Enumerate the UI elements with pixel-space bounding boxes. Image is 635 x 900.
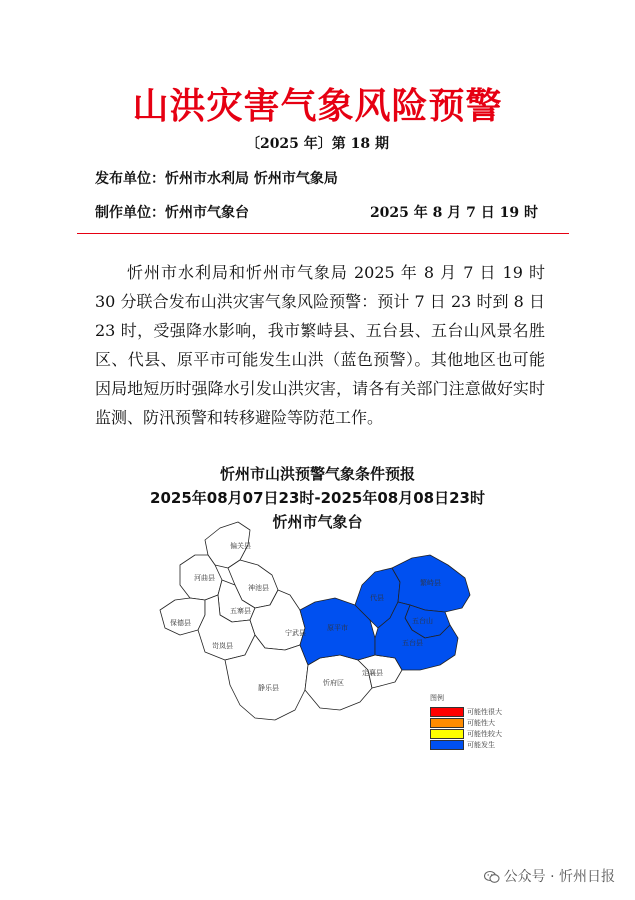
- legend-item-possible: 可能发生: [430, 740, 495, 750]
- label-yuanping: 原平市: [327, 624, 348, 632]
- label-kelan: 岢岚县: [212, 642, 233, 650]
- warning-paragraph: 忻州市水利局和忻州市气象局 2025 年 8 月 7 日 19 时 30 分联合发布山洪灾害气象风险预警：预计 7 日 23 时到 8 日 23 时，受强降水影响，我市繁峙县、五台县、五台山风景名胜区、代县、原平市可能发生山洪（蓝色预警）。其他地区也可能因局地短历时强降水引发山洪灾害，请各有关部门注意做好实时监测、防汛预警和转移避险等防范工作。: [95, 263, 545, 427]
- label-wutai: 五台县: [402, 639, 423, 647]
- publisher-line: 发布单位：忻州市水利局 忻州市气象局: [95, 171, 338, 187]
- label-dingxiang: 定襄县: [362, 669, 383, 677]
- legend-item-very-likely: 可能性很大: [430, 707, 502, 717]
- label-fanshi: 繁峙县: [420, 579, 441, 587]
- legend-item-fairly-likely: 可能性较大: [430, 729, 502, 739]
- label-baode: 保德县: [170, 619, 191, 627]
- wechat-icon: [484, 870, 500, 884]
- label-daixian: 代县: [370, 594, 384, 602]
- legend-swatch: [430, 707, 464, 717]
- label-wuzhai: 五寨县: [230, 607, 251, 615]
- map-title-line1: 忻州市山洪预警气象条件预报: [219, 465, 415, 483]
- legend-swatch: [430, 718, 464, 728]
- label-pianguan: 偏关县: [230, 542, 251, 550]
- label-hequ: 河曲县: [194, 574, 215, 582]
- warning-title: 山洪灾害气象风险预警: [132, 85, 503, 127]
- legend-title: 图例: [430, 694, 444, 702]
- issue-date: 2025 年 8 月 7 日 19 时: [369, 205, 538, 221]
- legend-swatch: [430, 740, 464, 750]
- label-wutaishan: 五台山: [412, 617, 433, 625]
- label-xinfu: 忻府区: [323, 679, 344, 687]
- producer-line: 制作单位：忻州市气象台: [95, 205, 249, 221]
- label-jingle: 静乐县: [258, 684, 279, 692]
- label-shenchi: 神池县: [248, 584, 269, 592]
- legend-swatch: [430, 729, 464, 739]
- red-divider: [77, 233, 569, 234]
- issue-number: 〔2025 年〕第 18 期: [245, 136, 390, 152]
- wechat-watermark: 公众号 · 忻州日报: [484, 866, 615, 886]
- label-ningwu: 宁武县: [285, 629, 306, 637]
- map-title-line3: 忻州市气象台: [272, 513, 363, 531]
- map-title-line2: 2025年08月07日23时-2025年08月08日23时: [150, 489, 485, 507]
- legend-item-likely: 可能性大: [430, 718, 495, 728]
